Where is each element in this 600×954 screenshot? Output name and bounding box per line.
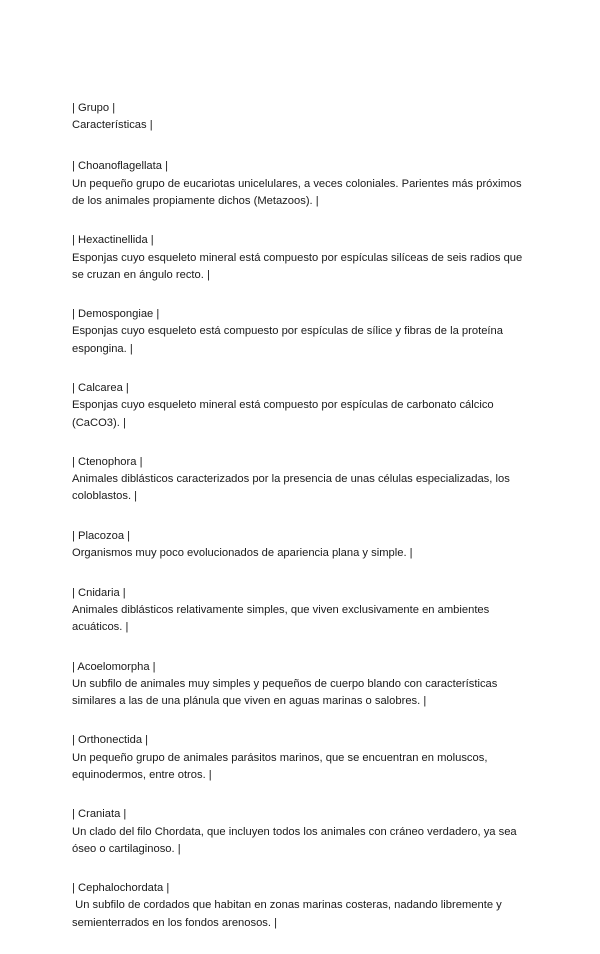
- row-group: | Craniata |: [72, 808, 127, 821]
- row-description: Un pequeño grupo de animales parásitos marinos, que se encuentran en moluscos, equinodermos, entre otros. |: [72, 751, 491, 781]
- row-group: | Ctenophora |: [72, 456, 143, 469]
- table-row: [72, 732, 528, 784]
- row-group: | Cnidaria |: [72, 586, 126, 599]
- row-group: | Placozoa |: [72, 529, 131, 542]
- row-description: Animales diblásticos relativamente simples, que viven exclusivamente en ambientes acuáticos. |: [72, 603, 493, 634]
- row-group: | Orthonectida |: [72, 734, 149, 747]
- table-row: [72, 380, 528, 432]
- row-description: Esponjas cuyo esqueleto está compuesto por espículas de sílice y fibras de la proteína espongina. |: [72, 325, 507, 355]
- row-description: Un subfilo de cordados que habitan en zonas marinas costeras, nadando libremente y semienterrados en los fondos arenosos. |: [72, 899, 505, 929]
- table-row: [72, 454, 528, 506]
- table-row: [72, 585, 528, 637]
- document-page: [72, 100, 528, 954]
- header-group-label: | Grupo |: [72, 102, 116, 114]
- table-row: [72, 306, 528, 358]
- table-row: [72, 659, 528, 711]
- table-row: [72, 880, 528, 932]
- row-group: | Demospongiae |: [72, 308, 160, 321]
- row-group: | Cephalochordata |: [72, 882, 170, 895]
- row-description: Un clado del filo Chordata, que incluyen todos los animales con cráneo verdadero, ya sea óseo o cartilaginoso. |: [72, 825, 520, 855]
- row-group: | Hexactinellida |: [72, 234, 154, 247]
- row-description: Animales diblásticos caracterizados por la presencia de unas células especializadas, los coloblastos. |: [72, 473, 513, 503]
- table-row: [72, 528, 528, 562]
- header-characteristics-label: Características |: [72, 119, 153, 132]
- row-description: Esponjas cuyo esqueleto mineral está compuesto por espículas de carbonato cálcico (CaCO3). |: [72, 399, 497, 429]
- row-group: | Acoelomorpha |: [72, 660, 156, 673]
- table-row: [72, 158, 528, 210]
- row-description: Un pequeño grupo de eucariotas unicelulares, a veces coloniales. Parientes más próximos de los animales propiamente dichos (Metazoos). |: [72, 177, 525, 207]
- table-row: [72, 232, 528, 284]
- row-group: | Calcarea |: [72, 382, 129, 395]
- row-group: | Choanoflagellata |: [72, 160, 169, 173]
- table-row: [72, 806, 528, 858]
- row-description: Un subfilo de animales muy simples y pequeños de cuerpo blando con características similares a las de una plánula que viven en aguas marinas o salobres. |: [72, 677, 501, 707]
- row-description: Esponjas cuyo esqueleto mineral está compuesto por espículas silíceas de seis radios que se cruzan en ángulo recto. |: [72, 251, 526, 281]
- table-header: [72, 100, 528, 134]
- row-description: Organismos muy poco evolucionados de apariencia plana y simple. |: [72, 547, 413, 560]
